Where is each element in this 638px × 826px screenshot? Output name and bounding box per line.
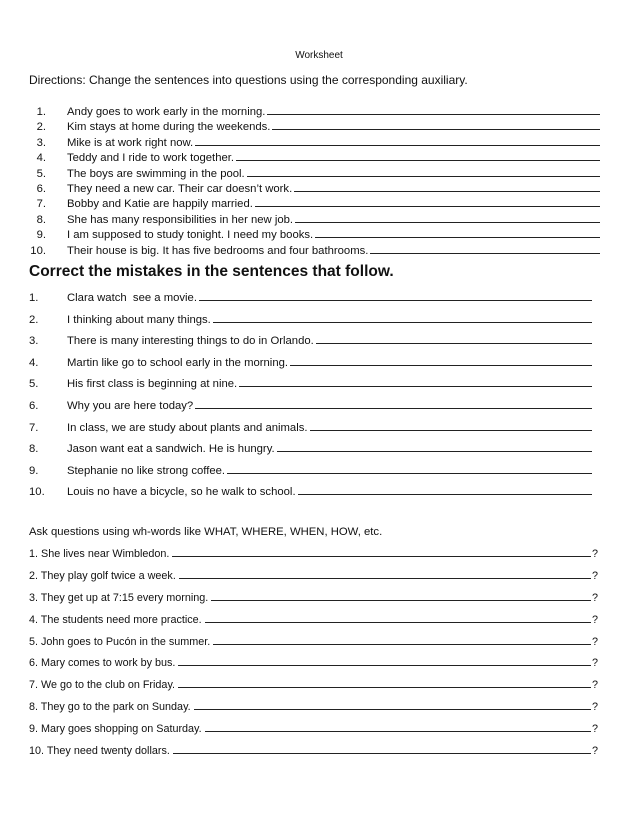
item-sentence: Andy goes to work early in the morning. [67, 106, 266, 118]
item-prompt: 8. They go to the park on Sunday. [29, 701, 191, 714]
item-number: 8. [29, 443, 39, 456]
section1-item [0, 181, 638, 196]
answer-line[interactable] [315, 227, 600, 238]
answer-line[interactable] [316, 332, 592, 344]
item-sentence: Mike is at work right now. [67, 136, 194, 149]
answer-line[interactable] [179, 568, 591, 579]
item-number: 6. [36, 182, 46, 195]
item-number: 9. [29, 464, 39, 477]
item-sentence: Louis no have a bicycle, so he walk to school. [67, 486, 296, 499]
answer-line[interactable] [295, 212, 600, 223]
section2-list [0, 289, 638, 505]
answer-line[interactable] [239, 375, 592, 387]
item-number: 1. [36, 106, 46, 118]
item-prompt: 4. The students need more practice. [29, 613, 202, 626]
section1-directions: Directions: Change the sentences into questions using the corresponding auxiliary. [29, 73, 468, 87]
item-prompt: 10. They need twenty dollars. [29, 745, 170, 758]
section3-item [0, 634, 638, 656]
item-number: 5. [29, 378, 39, 391]
answer-line[interactable] [213, 634, 591, 645]
answer-line[interactable] [194, 699, 591, 710]
item-number: 4. [29, 356, 39, 369]
answer-line[interactable] [290, 354, 592, 366]
item-number: 2. [29, 313, 39, 326]
section1-item [0, 104, 638, 119]
item-sentence: Clara watch see a movie. [67, 292, 197, 304]
answer-line[interactable] [298, 483, 592, 495]
section3-item [0, 721, 638, 743]
answer-line[interactable] [267, 104, 600, 115]
section3-item [0, 546, 638, 568]
section1-item [0, 243, 638, 258]
section2-heading: Correct the mistakes in the sentences that follow. [29, 263, 394, 280]
section3-item [0, 677, 638, 699]
item-sentence: Jason want eat a sandwich. He is hungry. [67, 443, 275, 456]
question-mark: ? [591, 657, 598, 670]
item-sentence: The boys are swimming in the pool. [67, 167, 245, 180]
item-number: 7. [36, 198, 46, 211]
section3-heading: Ask questions using wh-words like WHAT, WHERE, WHEN, HOW, etc. [29, 526, 383, 538]
answer-line[interactable] [370, 243, 600, 254]
item-sentence: Their house is big. It has five bedrooms and four bathrooms. [67, 244, 369, 257]
section1-list [0, 104, 638, 258]
answer-line[interactable] [173, 743, 591, 754]
section2-item [0, 375, 638, 397]
answer-line[interactable] [178, 655, 591, 666]
item-prompt: 3. They get up at 7:15 every morning. [29, 591, 209, 604]
item-prompt: 7. We go to the club on Friday. [29, 679, 176, 692]
question-mark: ? [591, 569, 598, 582]
item-number: 3. [29, 335, 39, 348]
question-mark: ? [591, 591, 598, 604]
item-sentence: They need a new car. Their car doesn’t work. [67, 182, 293, 195]
section2-item [0, 332, 638, 354]
item-prompt: 2. They play golf twice a week. [29, 569, 176, 582]
answer-line[interactable] [277, 440, 592, 452]
item-sentence: Why you are here today? [67, 399, 194, 412]
answer-line[interactable] [172, 546, 591, 557]
section2-item [0, 311, 638, 333]
section2-item [0, 397, 638, 419]
section2-item [0, 440, 638, 462]
item-prompt: 6. Mary comes to work by bus. [29, 657, 176, 670]
item-sentence: His first class is beginning at nine. [67, 378, 238, 391]
question-mark: ? [591, 635, 598, 648]
section2-item [0, 419, 638, 441]
item-number: 6. [29, 399, 39, 412]
item-number: 7. [29, 421, 39, 434]
question-mark: ? [591, 745, 598, 758]
answer-line[interactable] [255, 196, 600, 207]
item-sentence: In class, we are study about plants and animals. [67, 421, 308, 434]
item-number: 8. [36, 213, 46, 226]
item-sentence: Kim stays at home during the weekends. [67, 121, 271, 134]
worksheet-title: Worksheet [295, 50, 343, 61]
answer-line[interactable] [236, 150, 600, 161]
question-mark: ? [591, 548, 598, 560]
section2-item [0, 483, 638, 505]
item-sentence: She has many responsibilities in her new job. [67, 213, 294, 226]
item-sentence: I thinking about many things. [67, 313, 211, 326]
item-number: 5. [36, 167, 46, 180]
section1-item [0, 166, 638, 181]
item-number: 1. [29, 292, 39, 304]
section3-item [0, 568, 638, 590]
answer-line[interactable] [294, 181, 600, 192]
answer-line[interactable] [178, 677, 591, 688]
section3-item [0, 590, 638, 612]
answer-line[interactable] [213, 311, 592, 323]
answer-line[interactable] [247, 166, 600, 177]
item-sentence: Bobby and Katie are happily married. [67, 198, 253, 211]
answer-line[interactable] [227, 462, 592, 474]
section2-item [0, 354, 638, 376]
answer-line[interactable] [195, 397, 592, 409]
item-number: 3. [36, 136, 46, 149]
section2-item [0, 289, 638, 311]
item-prompt: 9. Mary goes shopping on Saturday. [29, 723, 202, 736]
item-sentence: Teddy and I ride to work together. [67, 152, 235, 165]
question-mark: ? [591, 613, 598, 626]
answer-line[interactable] [205, 721, 591, 732]
question-mark: ? [591, 679, 598, 692]
answer-line[interactable] [195, 135, 600, 146]
question-mark: ? [591, 701, 598, 714]
item-sentence: There is many interesting things to do in Orlando. [67, 335, 314, 348]
item-prompt: 1. She lives near Wimbledon. [29, 548, 170, 560]
item-number: 10. [30, 244, 46, 257]
answer-line[interactable] [211, 590, 591, 601]
answer-line[interactable] [272, 119, 600, 130]
answer-line[interactable] [199, 289, 592, 301]
item-sentence: I am supposed to study tonight. I need my books. [67, 229, 314, 242]
answer-line[interactable] [205, 612, 591, 623]
item-number: 2. [36, 121, 46, 134]
section1-item [0, 119, 638, 134]
item-number: 4. [36, 152, 46, 165]
section3-item [0, 743, 638, 765]
section3-item [0, 699, 638, 721]
section3-item [0, 612, 638, 634]
section1-item [0, 227, 638, 242]
section2-item [0, 462, 638, 484]
item-prompt: 5. John goes to Pucón in the summer. [29, 635, 211, 648]
item-sentence: Martin like go to school early in the morning. [67, 356, 289, 369]
section1-item [0, 196, 638, 211]
answer-line[interactable] [310, 419, 592, 431]
item-sentence: Stephanie no like strong coffee. [67, 464, 226, 477]
section3-item [0, 655, 638, 677]
section1-item [0, 212, 638, 227]
item-number: 9. [36, 229, 46, 242]
section3-list [0, 546, 638, 765]
question-mark: ? [591, 723, 598, 736]
section1-item [0, 135, 638, 150]
item-number: 10. [29, 486, 45, 499]
section1-item [0, 150, 638, 165]
